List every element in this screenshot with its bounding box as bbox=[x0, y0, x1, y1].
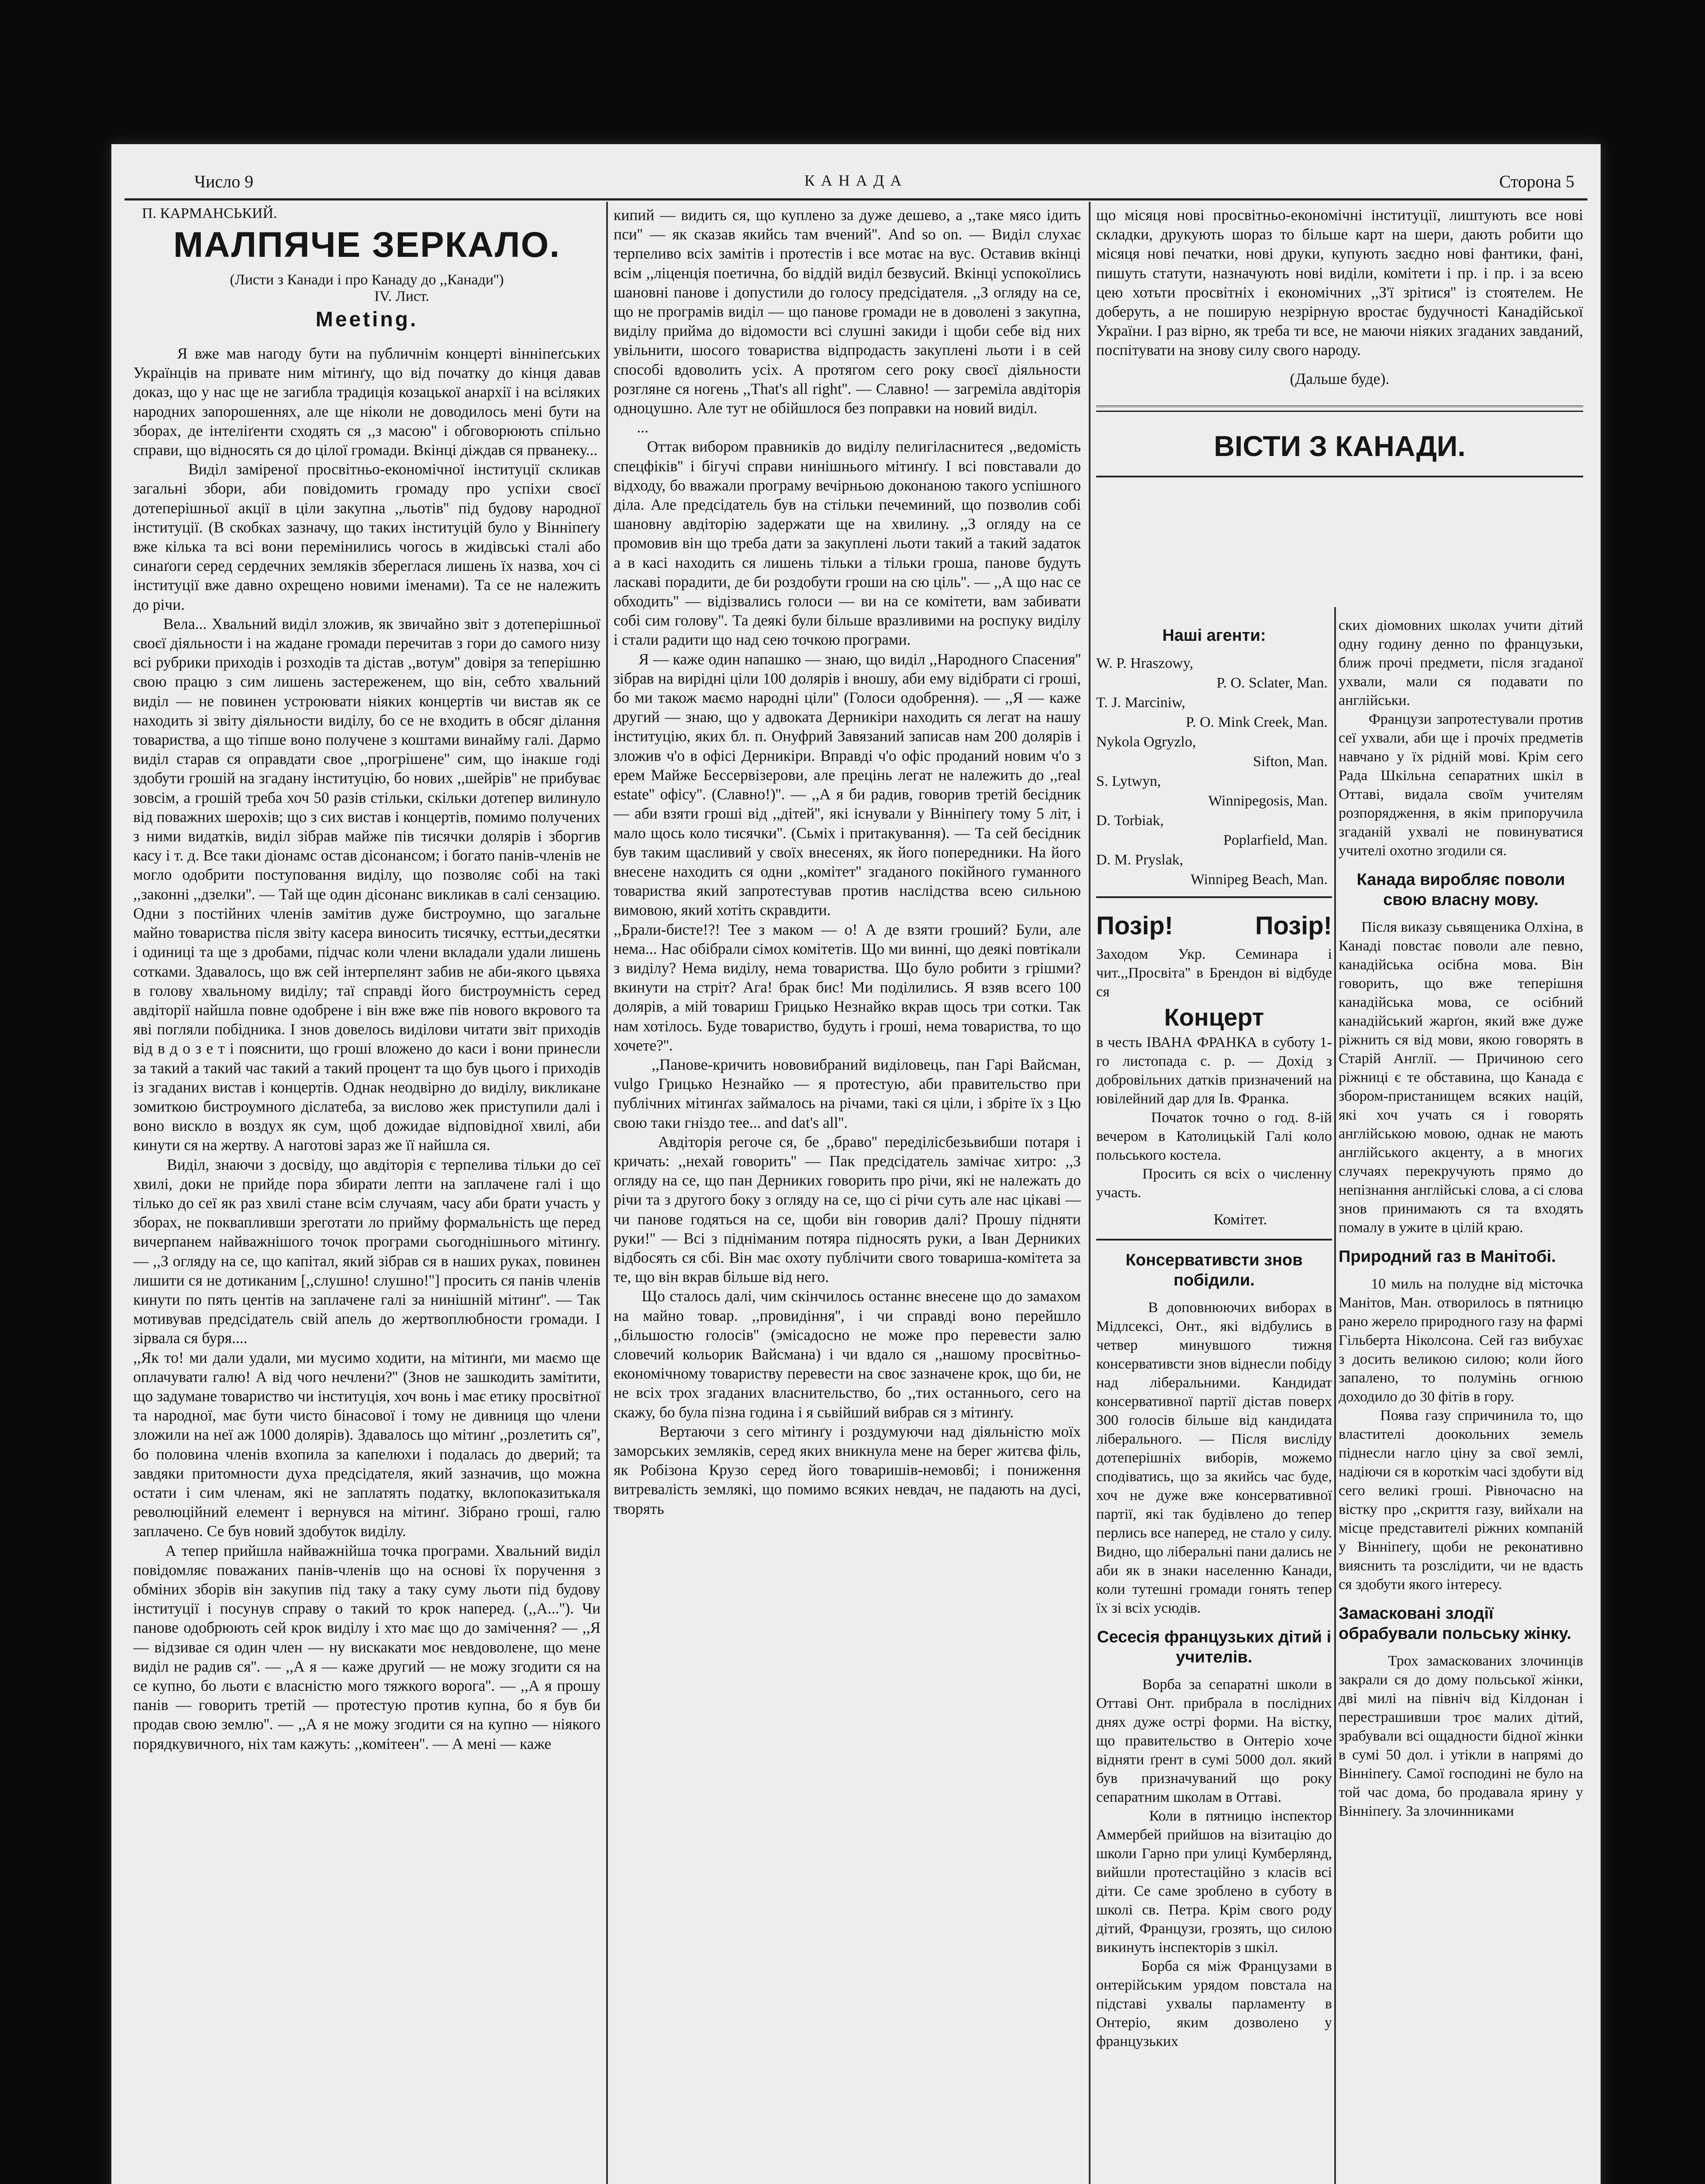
concert-intro: Заходом Укр. Семинара і чит.,,Просвіта'' в Брендон ві відбуде ся bbox=[1096, 946, 1332, 1000]
agent-name: Nykola Ogryzlo, bbox=[1096, 734, 1196, 750]
article-text: Я вже мав нагоду бути на публичнім концерті вінніпеґських Українців на привате ним мітинґу, що від початку до кінця давав доказ, що у нас ще не загибла традиція козацької анархії і на всіляких народних запорошеннях, але ще ніколи не доводилось мені бути на зборах, де інтеліґенти сходять ся ,,з масою'' і обговорюють спільно справи, що відносять ся до цілої громади. Вкінці діждав ся прванеку... Виділ заміреної просвітньо-економічної інституції скликав загальні збори, аби повідомить громаду про успіхи своєї дотеперішньої акції в ціли закупна ,,льотів'' під будову народної інституції. (В скобках зазначу, що таких інституцій було у Вінніпеґу вже кілька та всі вони перемінились чогось в жидівські сталі або синаґоги серед сердечних земляків збереглася лишень їх назва, хоч сі інституції вже давно охрещено новими іменами). Та се не належить до річи. Вела... Хвальний виділ зложив, як звичайно звіт з дотеперішньої своєї діяльности і на жадане громади перечитав з гори до самого низу всі рубрики приходів і розходів та дістав ,,вотум'' довіря за теперішню свою працю з сим лишень застереженем, що він, себто хвальний виділ — не повинен устроювати ніяких концертів чи вистав як се находить зі звіту діяльности виділу, бо се не входить в обсяг ділання товариства, а що тіпше воно получене з коштами винайму галі. Дармо виділ старав ся оправдати свое ,,прогрішене'' сим, що інакше годі здобути грошій на згадану інституцію, бо нових ,,шейрів'' не прибуває зовсім, а грошій треба хоч 50 разів стільки, скільки дотепер вилинуло від поважних шерохів; що з сих вистав і концертів, помимо получених з ними видатків, виділ зібрав майже пів тисячки долярів і зборгив касу і т. д. Все таки діонамс остав дісонансом; і богато панів-членів не могло одобрити поступовання виділу, що позволяє собі на такі ,,законні ,,дзелки''. — Тай ще один дісонанс викликав в салі сензацию. Одни з постійних членів замітив дуже бистроумно, що загальне майно товариства після звіту касера виносить тисячку, есттьи,десятки і одиниці та ще з дробами, підчас коли члени вкладали удали лишень сотками. Здавалось, що вж сей інтерпелянт забив не аби-якого цьвяха в голову хвальному виділу; таї справді його бистроумність серед авдіторії найшла повне одобрене і він вже вже пів нового вкрового та яві погляли побідника. І знов довелось виділови читати звіт приходів від в д о з е т і пояснити, що гроші вложено до каси і вони принесли за такий а такий час такий а такий процент та що був цього і приходів із згаданих вистав і концертів. Однак неодвірно до виділу, викликане зомиткою бистроумного діслатеба, за вислово жек приступили далі і воно вискло в воздух як сум, щоб дожидае відповідної хвилі, аби кинути ся на жертву. А наготові зараз же її найшла ся. Виділ, знаючи з досвіду, що авдіторія є терпелива тільки до сеї хвилі, доки не прийде пора збирати лепти на заплачене галі і що тілько до сеї як раз хвилі стане всім случаям, часу аби брати участь у зборах, не поквапливши зреготати ло прийму формальність ще перед вичерпанем найважнішого точок програми сьогоднішнього мітинґу. — ,,З огляду на се, що капітал, який зібрав ся в наших руках, повинен лишити ся не дотиканим [,,слушно! слушно!''] просить ся панів членів кинути по пять центів на заплачене галі за нинішній мітинґ''. — Так мотивував предсідатель свій апель до жертвоплюбности громади. І зірвала ся буря.... ,,Як то! ми дали удали, ми мусимо ходити, на мітинґи, ми маємо ще оплачувати галю! А від чого нечлени?'' (Знов не зашкодить замітити, що задумане товариство чи інституція, хоч вонь і має етику просвітної та народної, має бути чисто бінасової і тому не дивниця що члени зложили на неї аж 1000 долярів). Здавалось що мітинґ ,,розлетить ся'', бо половина членів вхопила за капелюхи і подалась до дверий; та завдяки притомности духа предсідателя, який зазначив, що можна остати і сим членам, які не заплатять податку, вклопоказитькаля революційний елемент і вернувся на мітинґ. Зібрано гроші, галю заплачено. Се був новий здобуток виділу. А тепер прийшла найважнійша точка програми. Хвальний виділ повідомляє поважаних панів-членів що на основі їх поручення з обміних зборів він закупив під таку а таку суму льоти під будову інституції і посунув справу о такий то крок наперед. (,,А...''). Чи панове одобрюють сей крок виділу і хто має що до замічення? — ,,Я — відзивае ся один член — ну вискакати моє невдоволене, що мене виділ не радив ся''. — ,,А я — каже другий — не можу згодити ся на се купно, бо льоти є власністю мого тяжкого ворога''. — ,,А я прошу панів — говорить третій — протестую против купна, бо я був би продав свою землю''. — ,,А я не можу згодити ся на купно — ніякого порядкувичного, ніх там кажуть: ,,комітеен''. — А мені — каже bbox=[133, 345, 601, 1752]
to-be-continued: (Дальше буде). bbox=[1290, 370, 1390, 387]
page-number: Сторона 5 bbox=[1499, 172, 1574, 191]
column-4 bbox=[1339, 616, 1587, 2184]
attention-banner bbox=[1096, 911, 1332, 940]
newspaper-name: КАНАДА bbox=[804, 172, 908, 189]
story-heading: Канада виробляє поволи свою власну мову. bbox=[1356, 871, 1565, 909]
story-text: В доповнюючих виборах в Мідлсексі, Онт., які відбулись в четвер минувшого тижня консервативсти знов віднесли побіду над ліберальними. Кандидат консервативної партії дістав поверх 300 голосів більше від кандидата ліберального. — Після висліду дотеперішніх виборів, можемо сподіватись, що за якийсь час буде, хоч не дуже вже консервативної партії, які так будівлено до тепер перлись все наперед, не стало у силу. Видно, що ліберальні пани дались не аби як в знаки населенню Канади, коли тутешні громади гонять тепер їх зі всіх усюдів. bbox=[1096, 1299, 1336, 1616]
story-text: Ворба за сепаратні школи в Оттаві Онт. прибрала в послідних днях дуже острі форми. На вістку, що правительство в Онтеріо хоче відняти ґрент в сумі 5000 дол. який був призначуваний що року сепаратним школам в Оттаві. Коли в пятницю інспектор Аммербей прийшов на візитацію до школи Гарно при улиці Кумберлянд, вийшли протестаційно з класів всі діти. Се саме зроблено в суботу в школі св. Петра. Крім свого роду дітий, Французи, грозять, що силою викинуть інспекторів з шкіл. Борба ся між Французами в онтерійським урядом повстала на підставі ухвалы парламенту в Онтеріо, яким дозволено у французьких bbox=[1096, 1676, 1332, 2049]
letter-number: IV. Лист. bbox=[374, 288, 429, 304]
agents-heading: Наші агенти: bbox=[1162, 626, 1266, 645]
news-title: ВІСТИ З КАНАДИ. bbox=[1214, 429, 1466, 462]
page-header bbox=[111, 171, 1601, 197]
agent-place: Sifton, Man. bbox=[1253, 753, 1328, 770]
column-2 bbox=[614, 205, 1081, 2184]
agent-name: D. M. Pryslak, bbox=[1096, 852, 1184, 868]
story-heading: Сесесія французьких дітий і учителів. bbox=[1097, 1628, 1332, 1666]
committee-signature: Комітет. bbox=[1213, 1211, 1267, 1228]
story-text: Трох замаскованих злочинців закрали ся до дому польської жінки, дві милі на північ від Кілдонан і перестрашивши троє малих дітий, зрабували всі ощадности бідної жінки в сумі 50 дол. і утікли в напрямі до Вінніпеґу. Самої господині не було на той час дома, бо продавала ярину у Вінніпеґу. За злочинниками bbox=[1339, 1653, 1587, 1819]
newspaper-page bbox=[111, 144, 1601, 2184]
agent-place: Poplarfield, Man. bbox=[1223, 832, 1328, 848]
section-title: Meeting. bbox=[315, 308, 418, 331]
column-3 bbox=[1096, 616, 1336, 2184]
concert-title: Концерт bbox=[1164, 1003, 1264, 1031]
concert-text: в честь ІВАНА ФРАНКА в суботу 1-го листопада с. р. — Дохід з добровільних датків призначений на ювілейний дар для Ів. Франка. Початок точно о год. 8-ій вечером в Католицькій Галі коло польського костела. Просить ся всіх о численну участь. bbox=[1096, 1034, 1332, 1201]
agent-name: S. Lytwyn, bbox=[1096, 773, 1161, 789]
section-rule bbox=[1096, 405, 1583, 412]
agent-place: P. O. Mink Creek, Man. bbox=[1186, 714, 1328, 730]
article-text-continued: кипий — видить ся, що куплено за дуже дешево, а ,,таке мясо ідить пси'' — як сказав якийсь там вчений''. And so on. — Виділ слухає терпеливо всіх замітів і протестів і все мотає на вус. Оставив вкінці всім ,,ліценція поетична, бо віддій виділ безвусий. Вкінці успокоїлись шановні панове і допустили до голосу предсідателя. ,,З огляду на се, що не програмів виділ — що панове громади не в доволені з закупна, виділу прийма до відомости всі слушні закиди і щоби себе від них увільнити, шосого товариства відпродасть закуплені льоти і в сей способі вдоволить усіх. А протягом сего року своєї діяльности розгляне ся ногень ,,That's all right''. — Славно! — загреміла авдіторія одноцушно. Але тут не обійшлося без поправки на новий виділ. ... Оттак вибором правників до виділу пелигіласнитеся ,,ведомість спецфіків'' і бігучі справи нинішнього мітинґу. І всі повставали до відходу, бо вважали програму вечірньою доконаною такого успішного діла. Але предсідатель був на стільки печеминий, що позволив собі шановну авдіторію задержати ще на хвилину. ,,З огляду на се промовив він що треба дати за закуплені льоти такий а такий задаток а в касі находить ся лишень тільки а тільки гроша, панове будуть ласкаві порадити, де би роздобути гроши на сю ціль''. — ,,А що нас се обходить'' — відізвались голоси — ви на се комітети, вам забивати собі сим голову''. Та деякі були більше вразливими на роспуку виділу і стали радити що над сею точкою програми. Я — каже один напашко — знаю, що виділ ,,Народного Спасения'' зібрав на вирідні ціли 100 долярів і вношу, аби ему відібрати сі гроші, бо ми також маємо народні ціли'' (Голоси одобрення). — ,,Я — каже другий — знаю, що у адвоката Дерникіри находить ся легат на нашу інституцію, яких бл. п. Онуфрий Завязаний записав нам 200 долярів і зложив ч'о в офісі Дерникіри. Вправді ч'о офіс проданий новим ч'о з ерем Майже Бессервізерови, але прецінь легат не належить до ,,real estate'' офісу''. (Славно!)''. — ,,А я би радив, говорив третій бесідник — аби взяти гроші від ,,дітей'', які існували у Вінніпеґу тому 5 літ, і мало щось коло тисячки''. (Сьміх і притакування). — Та сей бесідник був таким щасливий у своїх внесенях, як його попередники. На його внесене находить ся одни ,,комітет'' згаданого покійного гуманного товариства який запротестував против наслідства всею сильною вимовою, який хотіть скравдити. ,,Брали-бисте!?! Тее з маком — о! А де взяти гроший? Були, але нема... Нас обібрали сімох комітетів. Що ми винні, що деякі повтікали з виділу? Нема виділу, нема товариства. Що було робити з грішми? вкинути на стріт? Ага! брак бис! Ми поділились. Я взяв всего 100 долярів, а мій товариш Грицько Незнайко вкрав щось три сотки. Так нам хотілось. Буде товариство, будуть і гроші, нема товариства, то що хочете?''. ,,Панове-кричить нововибраний виділовець, пан Гарі Вайсман, vulgo Грицько Незнайко — я протестую, аби правительство при публічних мітинґах займалось на річами, такі ся ціли, і збріте їх з Цю свою таки гніздо тее... and dat's all''. Авдіторія регоче ся, бе ,,браво'' переділісбезьвибши потаря і кричать: ,,нехай говорить'' — Пак предсідатель замічає хитро: ,,З огляду на се, що пан Дерниких говорить про річи, які не належать до річи та з другого боку з огляду на се, що сі річи суть але нас цікаві — чи панове годяться на се, щоби він говорив далі? Прошу підняти руки!'' — Всі з підніманим потяра підносять руки, а Іван Дерниких відбосять ся сбі. Він має охоту публічити свого товариша-комітета за те, що він вкрав більше від него. Що сталось далі, чим скінчилось останнє внесене що до замахом на майно товар. ,,провидіння'', і чи справді воно перейшло ,,більшостю голосів'' (эмісадосно не може про перевести залю словечий кольорик Вайсмана) і чи вдало ся ,,нашому просвітньо-економічному товариству перевести на своє зазначене крок, що би, не не всіх трох згаданих власнительство, бо ,,тих останнього, сего на скажу, бо була пізна година і я сьвійший вибрав ся з мітинґу. Вертаючи з сего мітинґу і роздумуючи над діяльністю моїх заморських земляків, серед яких вникнула мене на берег житєва філь, як Робізона Крузо серед його товаришів-немовбі; і пониження витревалість землякі, що помимо всяких невдач, не падають на дусі, творять bbox=[614, 206, 1081, 1517]
agent-place: P. O. Sclater, Man. bbox=[1216, 675, 1328, 691]
agent-name: W. P. Hraszowy, bbox=[1096, 655, 1194, 671]
column-divider bbox=[1089, 202, 1091, 2184]
agent-place: Winnipeg Beach, Man. bbox=[1191, 871, 1328, 888]
story-heading: Замасковані злодії обрабували польську жінку. bbox=[1339, 1604, 1571, 1643]
agent-place: Winnipegosis, Man. bbox=[1208, 793, 1328, 809]
article-ending bbox=[1096, 205, 1587, 477]
story-heading: Природний газ в Манітобі. bbox=[1339, 1248, 1556, 1266]
story-text: ских діомовних школах учити дітий одну годину денно по французьки, ближ прочі предмети, після згаданої ухвали, мали ся подавати по англійськи. Французи запротестували против сеї ухвали, аби ще і прочіх предметів навчано у їх рідній мові. Крім сего Рада Шкільна сепаратних шкіл в Оттаві, видала своїм учителям розпорядження, в якім припоручила згаданій ухвалі не повинуватися учителі охотно згодили ся. bbox=[1339, 617, 1583, 859]
attention-left: Позір! bbox=[1096, 912, 1173, 940]
divider bbox=[1096, 1239, 1332, 1241]
story-text: Після виказу сьвященика Олхіна, в Канаді повстає поволи але певно, канадійська осібна мова. Він говорить, що вже теперішня канадійська мова, се осібний канадійський жарґон, який вже дуже ріжнить ся від мови, якою говорять в Старій Англії. — Причиною сего ріжниці є те обставина, що Канада є збором-пристанищем всяких націй, які хоч учать ся і говорять англійською мовою, однак не мають англійського акценту, а в многих случаях перекручують прямо до непізнання англійські слова, а сі слова знов принимають ся та входять помалу в ужите в цілій краю. bbox=[1339, 919, 1587, 1236]
issue-number: Число 9 bbox=[194, 172, 254, 191]
column-1 bbox=[133, 205, 601, 2184]
story-text: 10 миль на полудне від місточка Манітов, Ман. отворилось в пятницю рано жерело природного газу на фармі Гільберта Ніколсона. Сей газ вибухає з досить великою силою; коли його запалено, то полумінь огнюю доходило до 30 фітів в гору. Поява газу спричинила то, що властителі доокольних земель піднесли нагло ціну за свої землі, надіючи ся в короткім часі здобути від сего великі гроші. Рівночасно на вістку про ,,скриття газу, вийхали на місце представителі ріжних компаній у Вінніпеґу, щоби не реконативно вияснить та розслідити, чи не вдасть ся здобути якого інтересу. bbox=[1339, 1276, 1584, 1593]
divider bbox=[1096, 896, 1332, 898]
article-title: МАЛПЯЧЕ ЗЕРКАЛО. bbox=[173, 225, 561, 265]
agent-name: T. J. Marciniw, bbox=[1096, 695, 1185, 711]
story-heading: Консервативсти знов побідили. bbox=[1125, 1251, 1303, 1289]
agents-list bbox=[1096, 653, 1332, 889]
column-divider bbox=[606, 202, 608, 2184]
attention-right: Позір! bbox=[1255, 912, 1332, 940]
article-author: П. КАРМАНСЬКИЙ. bbox=[142, 205, 277, 221]
article-subtitle: (Листи з Канади і про Канаду до ,,Канади'') bbox=[230, 272, 504, 288]
article-text-end: що місяця нові просвітньо-економічні інституції, лиштують все нові складки, друкують шораз то більше карт на шери, дають робити що місяця нові печатки, нові друки, купують заєдно нові фантики, фані, пишуть статути, назначують нові виділи, комітети і пр. і пр. і за всею цею хотьти просвітніх і економічних ,,З'ї зрітися'' із стоятелем. Не доберуть, а не поширую незрірную вростає будучності Канадійської України. І раз вірно, як треба ти все, не маючи ніяких згаданих завданий, поспітувати на знову силу свого народу. bbox=[1096, 206, 1587, 359]
header-rule bbox=[124, 198, 1588, 200]
news-title-rule bbox=[1096, 476, 1583, 477]
agent-name: D. Torbiak, bbox=[1096, 812, 1164, 829]
